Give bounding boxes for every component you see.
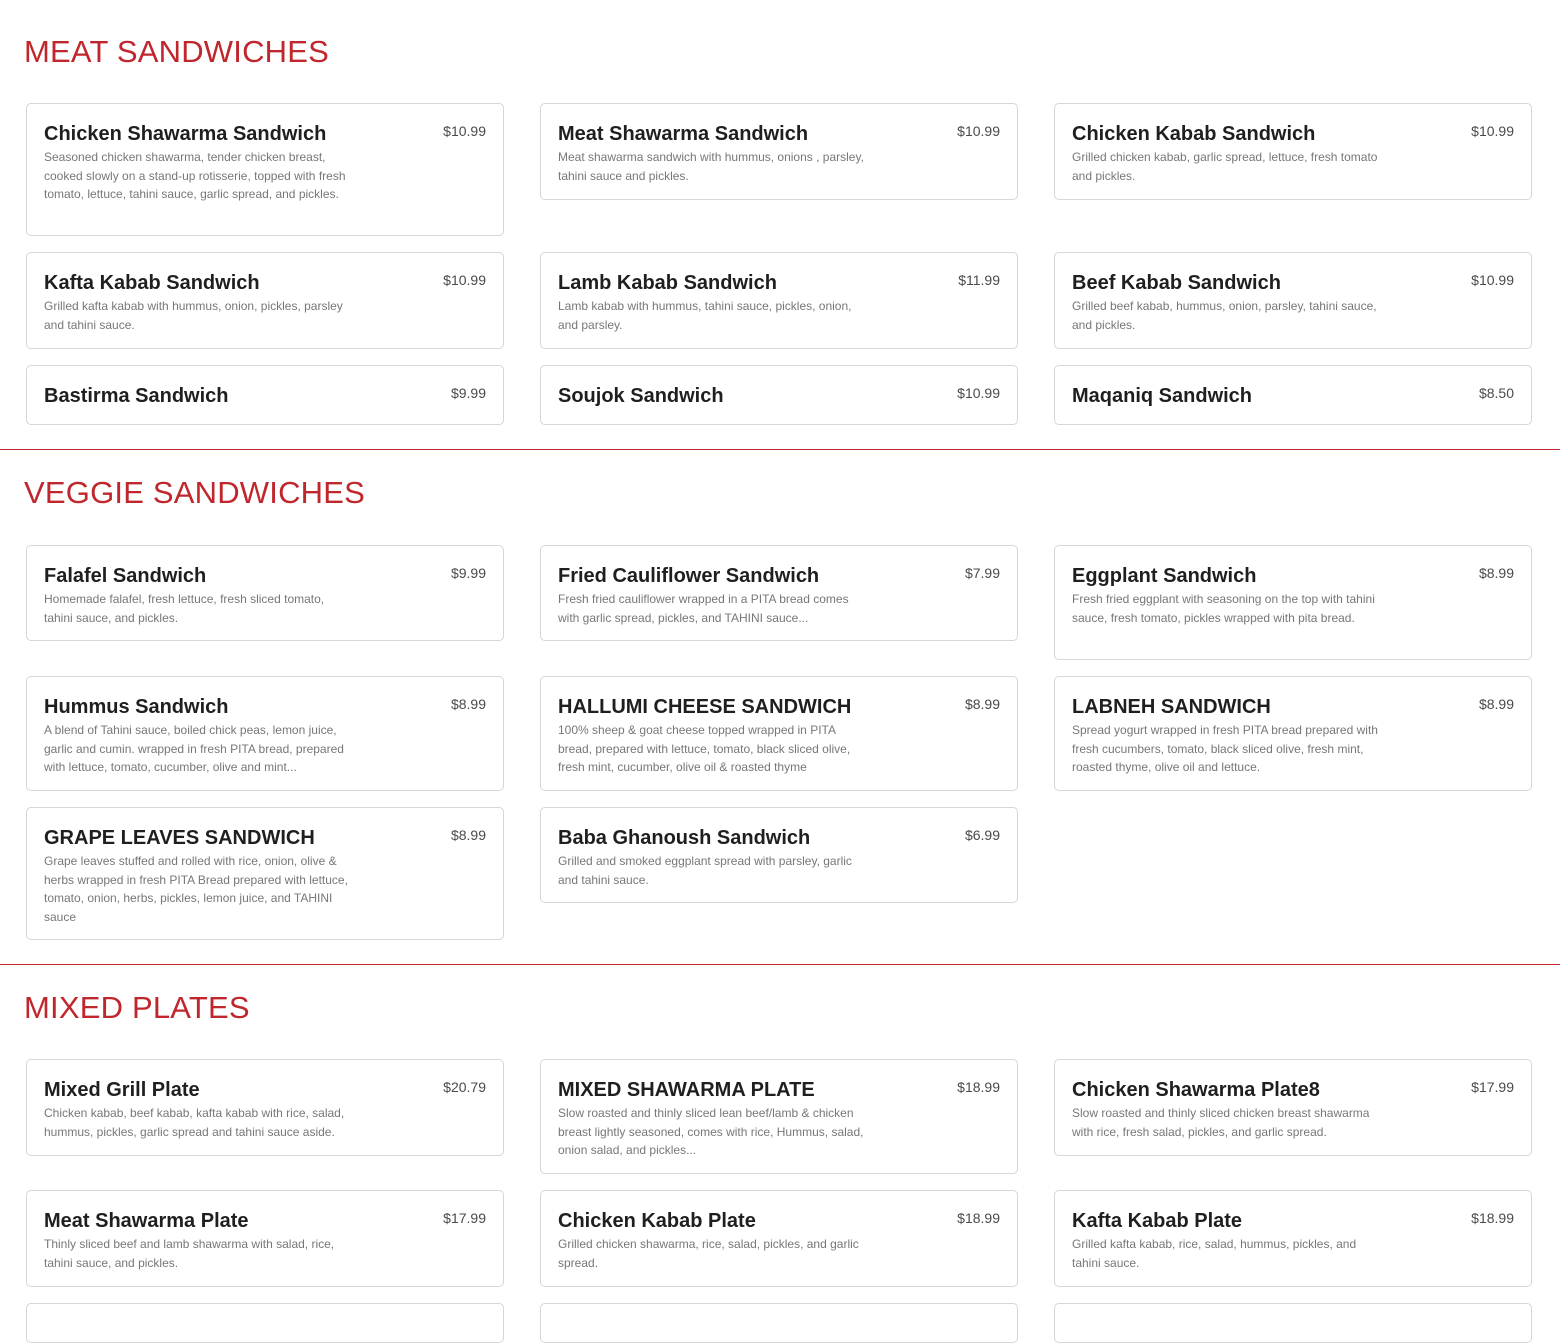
menu-item-description: Thinly sliced beef and lamb shawarma with salad, rice, tahini sauce, and pickles. — [44, 1237, 335, 1270]
menu-item-price: $9.99 — [450, 565, 486, 581]
menu-item-description: Seasoned chicken shawarma, tender chicken breast, cooked slowly on a stand-up rotisserie, topped with fresh tomato, lettuce, tahini sauce, garlic spread, and pickles. — [44, 150, 346, 201]
menu-item-price: $18.99 — [957, 1079, 1000, 1095]
menu-item-description: Slow roasted and thinly sliced lean beef/lamb & chicken breast lightly seasoned, comes with rice, Hummus, salad, onion salad, and pickles... — [558, 1106, 864, 1157]
menu-item-description: Grape leaves stuffed and rolled with rice, onion, olive & herbs wrapped in fresh PITA Bread prepared with lettuce, tomato, onion, herbs, pickles, lemon juice, and TAHINI sauce — [44, 854, 348, 924]
menu-item-price: $17.99 — [443, 1210, 486, 1226]
menu-item-description: A blend of Tahini sauce, boiled chick peas, lemon juice, garlic and cumin. wrapped in fresh PITA bread, prepared with lettuce, tomato, cucumber, olive and mint... — [44, 723, 344, 774]
section-divider — [0, 449, 1560, 450]
menu-item-name: Hummus Sandwich — [44, 696, 229, 718]
menu-item-card[interactable] — [540, 807, 1018, 903]
menu-item-price: $8.99 — [1478, 565, 1514, 581]
menu-item-description: Grilled chicken shawarma, rice, salad, pickles, and garlic spread. — [558, 1237, 859, 1270]
menu-item-price: $10.99 — [957, 385, 1000, 401]
menu-item-name: Kafta Kabab Plate — [1072, 1210, 1243, 1232]
menu-item-card-partial[interactable] — [26, 1303, 504, 1343]
menu-item-price: $6.99 — [964, 827, 1000, 843]
menu-item-name: GRAPE LEAVES SANDWICH — [44, 827, 315, 849]
menu-item-card[interactable] — [1054, 545, 1532, 660]
menu-item-name: MIXED SHAWARMA PLATE — [558, 1079, 815, 1101]
menu-item-card[interactable] — [540, 676, 1018, 791]
menu-item-price: $8.99 — [964, 696, 1000, 712]
menu-item-description: Fresh fried cauliflower wrapped in a PITA bread comes with garlic spread, pickles, and TAHINI sauce... — [558, 592, 849, 625]
menu-item-price: $11.99 — [958, 272, 1000, 288]
menu-item-price: $9.99 — [450, 385, 486, 401]
menu-item-name: Lamb Kabab Sandwich — [558, 272, 777, 294]
menu-item-description: Grilled kafta kabab with hummus, onion, pickles, parsley and tahini sauce. — [44, 299, 343, 332]
menu-item-description: Homemade falafel, fresh lettuce, fresh sliced tomato, tahini sauce, and pickles. — [44, 592, 325, 625]
menu-item-card[interactable] — [26, 545, 504, 641]
menu-item-card[interactable] — [540, 1059, 1018, 1174]
menu-item-card[interactable] — [1054, 252, 1532, 349]
menu-item-card[interactable] — [26, 1059, 504, 1156]
menu-item-description: Slow roasted and thinly sliced chicken breast shawarma with rice, fresh salad, pickles, and garlic spread. — [1072, 1106, 1370, 1139]
menu-item-card[interactable] — [540, 252, 1018, 349]
menu-item-card[interactable] — [26, 807, 504, 940]
menu-item-price: $10.99 — [443, 123, 486, 139]
section-title-meat-sandwiches: MEAT SANDWICHES — [24, 34, 329, 69]
menu-item-name: Soujok Sandwich — [558, 385, 724, 407]
menu-item-price: $10.99 — [1471, 123, 1514, 139]
menu-item-description: Lamb kabab with hummus, tahini sauce, pickles, onion, and parsley. — [558, 299, 852, 332]
menu-item-name: Maqaniq Sandwich — [1072, 385, 1253, 407]
menu-item-card-partial[interactable] — [1054, 1303, 1532, 1343]
menu-item-price: $8.99 — [1478, 696, 1514, 712]
menu-item-card[interactable] — [1054, 1190, 1532, 1287]
menu-item-description: Grilled chicken kabab, garlic spread, lettuce, fresh tomato and pickles. — [1072, 150, 1378, 183]
menu-item-price: $10.99 — [1471, 272, 1514, 288]
menu-item-card[interactable] — [540, 103, 1018, 200]
menu-item-price: $8.50 — [1478, 385, 1514, 401]
menu-item-card[interactable] — [540, 1190, 1018, 1287]
section-divider — [0, 964, 1560, 965]
menu-item-name: Chicken Shawarma Sandwich — [44, 123, 327, 145]
menu-item-card[interactable] — [1054, 103, 1532, 200]
menu-item-card[interactable] — [26, 103, 504, 236]
menu-item-card[interactable] — [26, 365, 504, 425]
menu-item-name: Meat Shawarma Sandwich — [558, 123, 809, 145]
menu-item-card[interactable] — [1054, 365, 1532, 425]
menu-item-card[interactable] — [26, 676, 504, 791]
menu-item-price: $10.99 — [443, 272, 486, 288]
menu-item-price: $10.99 — [957, 123, 1000, 139]
menu-item-description: Spread yogurt wrapped in fresh PITA bread prepared with fresh cucumbers, tomato, black sliced olive, fresh mint, roasted thyme, olive oil and lettuce. — [1072, 723, 1378, 774]
menu-item-card[interactable] — [26, 252, 504, 349]
menu-item-name: Chicken Shawarma Plate8 — [1072, 1079, 1320, 1101]
menu-item-name: Beef Kabab Sandwich — [1072, 272, 1281, 294]
menu-item-name: Bastirma Sandwich — [44, 385, 229, 407]
menu-item-card-partial[interactable] — [540, 1303, 1018, 1343]
menu-item-name: Eggplant Sandwich — [1072, 565, 1257, 587]
menu-item-name: Baba Ghanoush Sandwich — [558, 827, 811, 849]
menu-item-card[interactable] — [26, 1190, 504, 1287]
menu-item-price: $17.99 — [1471, 1079, 1514, 1095]
menu-item-name: Meat Shawarma Plate — [44, 1210, 249, 1232]
menu-item-description: Fresh fried eggplant with seasoning on the top with tahini sauce, fresh tomato, pickles wrapped with pita bread. — [1072, 592, 1375, 625]
menu-item-name: LABNEH SANDWICH — [1072, 696, 1271, 718]
menu-item-price: $18.99 — [1471, 1210, 1514, 1226]
menu-item-description: Meat shawarma sandwich with hummus, onions , parsley, tahini sauce and pickles. — [558, 150, 864, 183]
menu-item-description: Grilled beef kabab, hummus, onion, parsley, tahini sauce, and pickles. — [1072, 299, 1377, 332]
menu-item-description: 100% sheep & goat cheese topped wrapped in PITA bread, prepared with lettuce, tomato, black sliced olive, fresh mint, cucumber, olive oil & roasted thyme — [558, 723, 851, 774]
menu-item-name: Mixed Grill Plate — [44, 1079, 200, 1101]
menu-item-price: $7.99 — [964, 565, 1000, 581]
menu-item-card[interactable] — [1054, 676, 1532, 791]
menu-item-card[interactable] — [540, 545, 1018, 641]
menu-item-name: Chicken Kabab Plate — [558, 1210, 756, 1232]
menu-item-price: $8.99 — [450, 696, 486, 712]
menu-item-price: $20.79 — [443, 1079, 486, 1095]
menu-item-name: Fried Cauliflower Sandwich — [558, 565, 820, 587]
menu-item-description: Chicken kabab, beef kabab, kafta kabab with rice, salad, hummus, pickles, garlic spread and tahini sauce aside. — [44, 1106, 345, 1139]
menu-item-description: Grilled and smoked eggplant spread with parsley, garlic and tahini sauce. — [558, 854, 852, 887]
menu-item-name: Falafel Sandwich — [44, 565, 207, 587]
menu-item-price: $18.99 — [957, 1210, 1000, 1226]
menu-item-name: HALLUMI CHEESE SANDWICH — [558, 696, 852, 718]
menu-item-name: Chicken Kabab Sandwich — [1072, 123, 1316, 145]
menu-item-name: Kafta Kabab Sandwich — [44, 272, 260, 294]
menu-item-price: $8.99 — [450, 827, 486, 843]
menu-item-card[interactable] — [540, 365, 1018, 425]
section-title-veggie-sandwiches: VEGGIE SANDWICHES — [24, 475, 366, 510]
section-title-mixed-plates: MIXED PLATES — [24, 990, 250, 1025]
menu-item-card[interactable] — [1054, 1059, 1532, 1156]
menu-item-description: Grilled kafta kabab, rice, salad, hummus, pickles, and tahini sauce. — [1072, 1237, 1357, 1270]
